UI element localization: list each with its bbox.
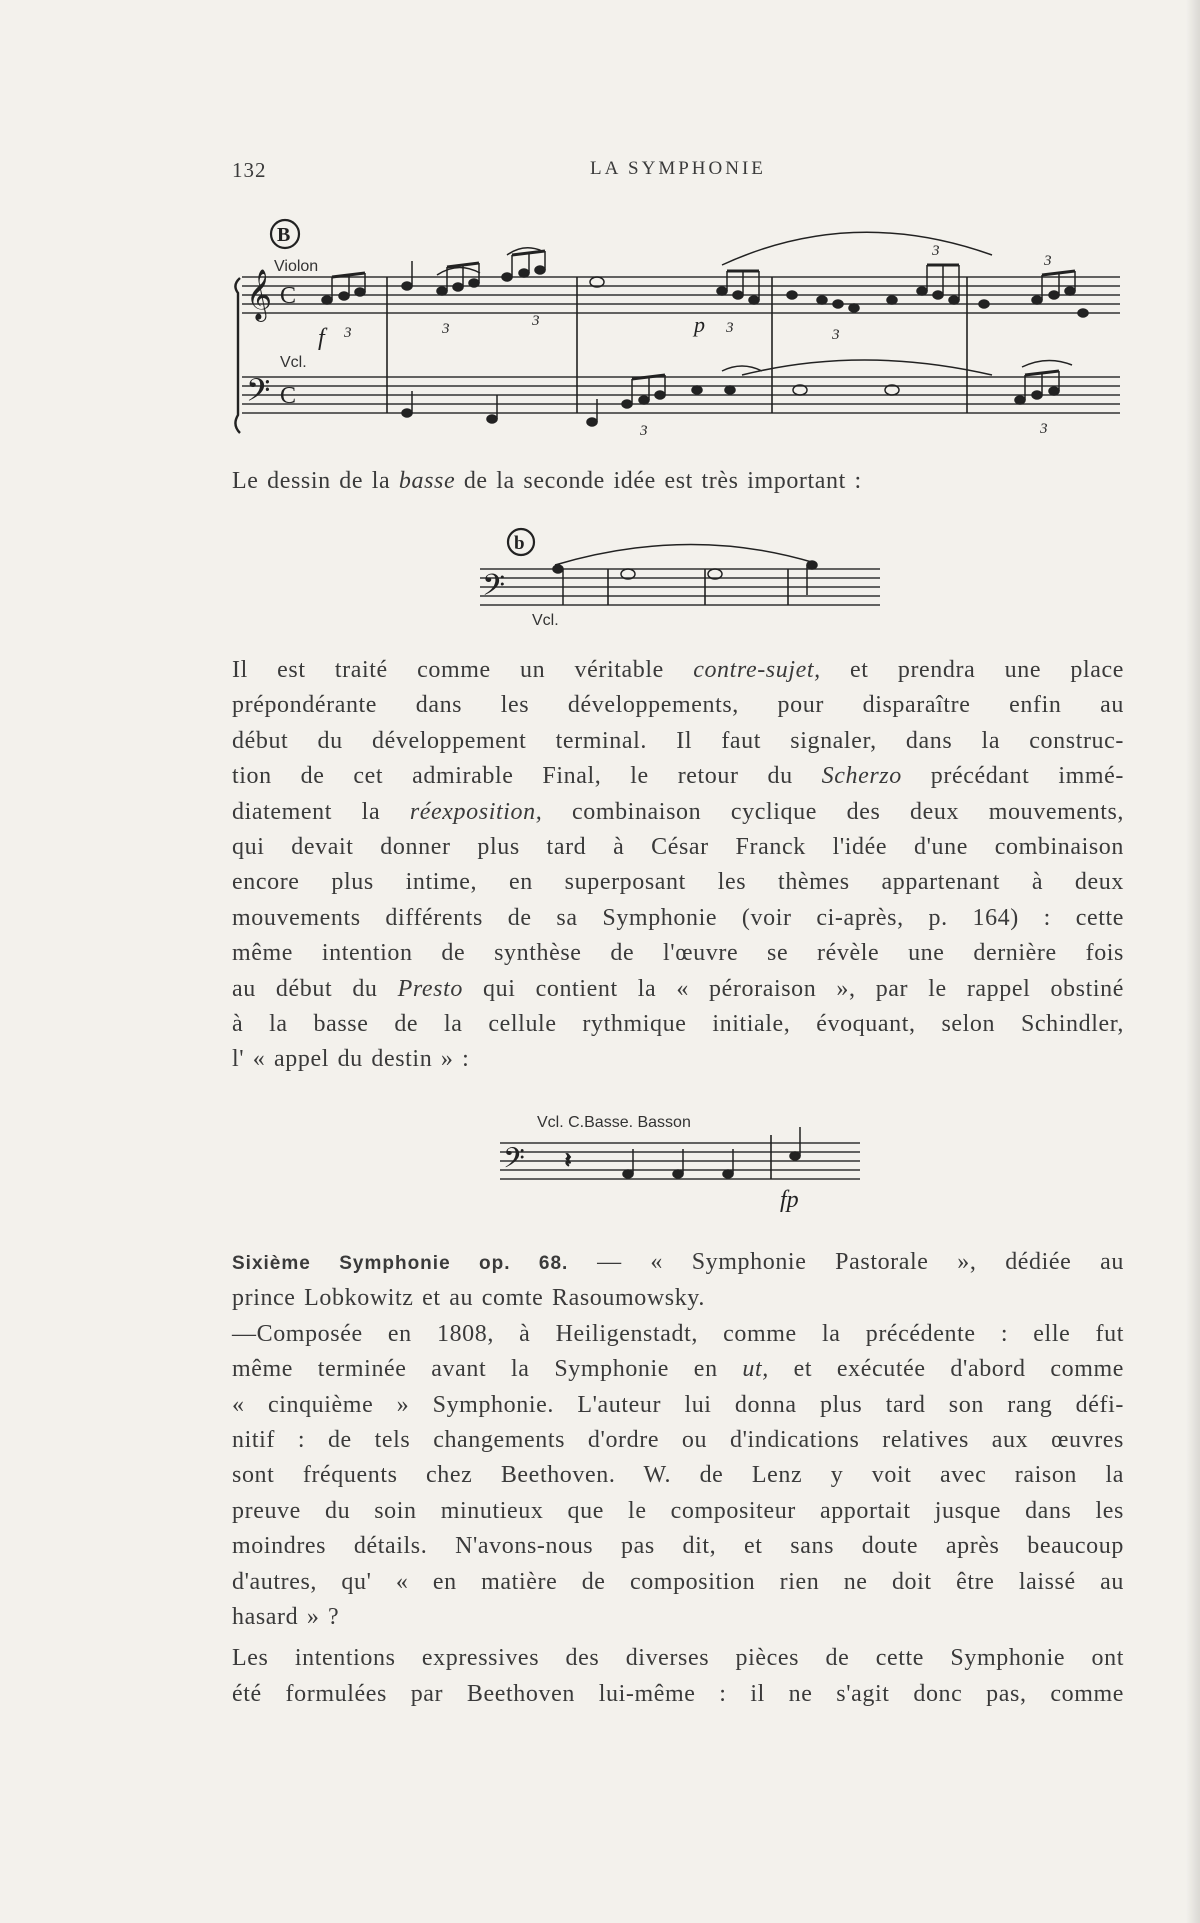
text-line [232, 1494, 1124, 1529]
dynamic-p: p [694, 312, 705, 337]
text-span: à la basse de la cellule rythmique initiale, évoquant, selon Schindler, [232, 1011, 1124, 1038]
common-time-icon-bass: C [280, 383, 297, 409]
text-span: prépondérante dans les développements, pour disparaître enfin au [232, 692, 1124, 719]
text-line [232, 1565, 1124, 1600]
text-span: au début du [232, 975, 398, 1002]
music-example-presto-score [495, 1105, 875, 1215]
text-span: tion de cet admirable Final, le retour du [232, 763, 822, 790]
common-time-icon: C [280, 283, 297, 309]
text-span: moindres détails. N'avons-nous pas dit, et sans doute après beaucoup [232, 1533, 1124, 1560]
text-span: l' « appel du destin » : [232, 1046, 470, 1073]
cello-label: Vcl. [280, 354, 307, 371]
text-line [232, 1677, 1124, 1712]
text-line [232, 688, 1124, 723]
paragraph-2 [232, 1245, 1124, 1712]
violin-label: Violon [274, 258, 319, 275]
text-span: qui contient la « péroraison », par le rappel obstiné [462, 975, 1124, 1002]
text-span: mouvements différents de sa Symphonie (voir ci-après, p. 164) : cette [232, 904, 1124, 931]
svg-text:3: 3 [532, 313, 540, 329]
bass-clef-icon: 𝄢 [246, 372, 271, 416]
text-line [232, 830, 1124, 865]
page-number: 132 [232, 158, 267, 182]
text-line [232, 653, 1124, 688]
text-span: même intention de synthèse de l'œuvre se révèle une dernière fois [232, 940, 1124, 967]
text-span: preuve du soin minutieux que le compositeur apportait jusque dans les [232, 1497, 1124, 1524]
text-span: « cinquième » Symphonie. L'auteur lui donna plus tard son rang défi- [232, 1391, 1124, 1418]
svg-text:3: 3 [1044, 253, 1052, 269]
svg-text:3: 3 [832, 327, 840, 343]
music-example-b-small [470, 525, 890, 630]
dynamics [318, 312, 705, 351]
text-line [232, 901, 1124, 936]
text-span: et prendra une place [820, 657, 1124, 683]
svg-text:3: 3 [1040, 421, 1048, 437]
text-line [232, 1423, 1124, 1458]
text-span: Les intentions expressives des diverses pièces de cette Symphonie ont [232, 1645, 1124, 1672]
violin-staff [242, 277, 1120, 313]
cello-label-small: Vcl. [532, 612, 559, 629]
paragraph-1-lines [232, 653, 1124, 1078]
intro-sentence [232, 464, 1010, 499]
text-line [232, 972, 1124, 1007]
italic-span: réexposition, [409, 798, 543, 825]
text-span: prince Lobkowitz et au comte Rasoumowsky. [232, 1285, 705, 1312]
system-brace [235, 278, 240, 433]
svg-text:3: 3 [640, 423, 648, 439]
text-line [232, 1458, 1124, 1493]
music-example-presto [495, 1105, 875, 1215]
text-span: Il est traité comme un véritable [232, 657, 694, 683]
intro-text-before: Le dessin de la [232, 468, 399, 494]
text-span: précédant immé- [901, 763, 1124, 790]
paragraph-2-lines [232, 1281, 1124, 1635]
text-line [232, 1007, 1124, 1042]
text-line [232, 1388, 1124, 1423]
svg-text:𝄽: 𝄽 [565, 1148, 572, 1172]
triplet-marks [343, 243, 1052, 439]
dynamic-fp: fp [780, 1187, 799, 1213]
text-line [232, 1529, 1124, 1564]
text-line [232, 795, 1124, 830]
text-line [232, 1352, 1124, 1387]
text-span: sont fréquents chez Beethoven. W. de Lenz y voit avec raison la [232, 1462, 1124, 1489]
music-example-b-small-score [470, 525, 890, 630]
svg-text:3: 3 [442, 321, 450, 337]
text-span: qui devait donner plus tard à César Franck l'idée d'une combinaison [232, 834, 1124, 861]
text-span: été formulées par Beethoven lui-même : il ne s'agit donc pas, comme [232, 1680, 1124, 1707]
text-span: et exécutée d'abord comme [768, 1356, 1124, 1383]
page-header [232, 158, 1122, 188]
text-span: début du développement terminal. Il faut signaler, dans la construc- [232, 727, 1124, 754]
text-span: diatement la [232, 798, 410, 825]
violin-notes [322, 251, 1088, 317]
running-title: LA SYMPHONIE [590, 158, 766, 179]
text-span: d'autres, qu' « en matière de composition rien ne doit être laissé au [232, 1568, 1124, 1595]
svg-text:3: 3 [726, 320, 734, 336]
text-span: hasard » ? [232, 1604, 340, 1631]
text-line [232, 724, 1124, 759]
text-span: encore plus intime, en superposant les thèmes appartenant à deux [232, 869, 1124, 896]
italic-span: contre-sujet, [693, 657, 821, 683]
cello-staff [242, 377, 1120, 413]
svg-text:3: 3 [344, 325, 352, 341]
text-line [232, 936, 1124, 971]
bass-clef-icon-small: 𝄢 [482, 569, 506, 610]
music-example-b [232, 215, 1122, 455]
text-line [232, 865, 1124, 900]
page-edge-shadow [1186, 0, 1200, 1923]
intro-text-after: de la seconde idée est très important : [455, 468, 862, 494]
svg-text:3: 3 [932, 243, 940, 259]
rehearsal-marker-small-label: b [514, 533, 525, 554]
text-span: —Composée en 1808, à Heiligenstadt, comme la précédente : elle fut [232, 1320, 1124, 1347]
music-example-b-score [232, 215, 1122, 455]
intro-text-italic: basse [398, 468, 456, 494]
treble-clef-icon: 𝄞 [246, 269, 273, 320]
italic-span: Presto [397, 975, 463, 1002]
text-span: nitif : de tels changements d'ordre ou d'indications relatives aux œuvres [232, 1427, 1124, 1454]
italic-span: ut, [742, 1356, 769, 1383]
section-title-rest: — « Symphonie Pastorale », dédiée au [568, 1249, 1124, 1275]
cello-notes [402, 371, 1059, 426]
text-line [232, 1281, 1124, 1316]
text-span: même terminée avant la Symphonie en [232, 1356, 743, 1383]
presto-instruments-label: Vcl. C.Basse. Basson [537, 1114, 691, 1131]
text-span: combinaison cyclique des deux mouvements, [542, 798, 1125, 825]
barlines [387, 277, 967, 413]
section-title: Sixième Symphonie op. 68. [232, 1253, 569, 1274]
rehearsal-marker-label: B [277, 224, 291, 246]
dynamic-f: f [318, 325, 325, 351]
text-line [232, 1042, 1124, 1077]
text-line [232, 1317, 1124, 1352]
text-line [232, 1600, 1124, 1635]
bass-clef-icon-presto: 𝄢 [503, 1142, 525, 1182]
text-line [232, 1641, 1124, 1676]
italic-span: Scherzo [821, 763, 902, 790]
paragraph-3-lines [232, 1641, 1124, 1712]
text-line [232, 759, 1124, 794]
paragraph-1 [232, 653, 1124, 1078]
